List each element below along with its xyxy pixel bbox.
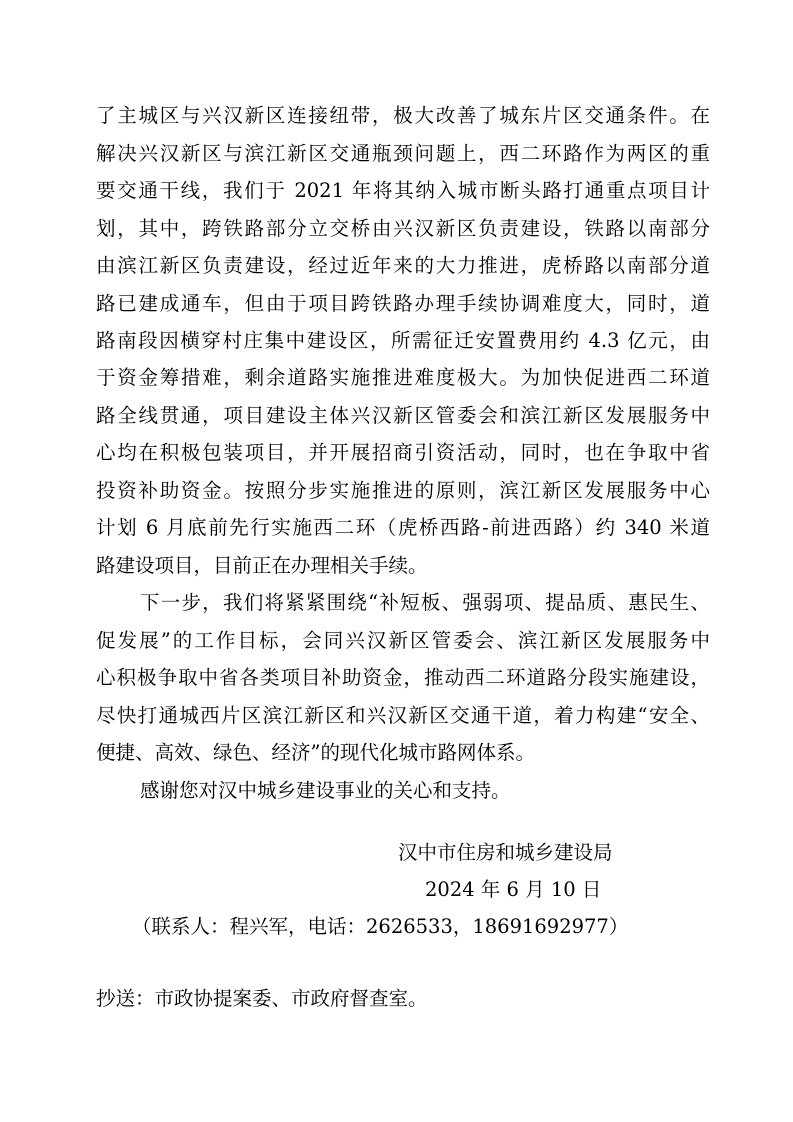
signature-date: 2024 年 6 月 10 日 [425, 878, 602, 901]
next-step-line: 心积极争取中省各类项目补助资金，推动西二环道路分段实施建设， [96, 666, 710, 689]
next-step-line: 便捷、高效、绿色、经济”的现代化城市路网体系。 [96, 741, 535, 764]
signature-org: 汉中市住房和城乡建设局 [398, 841, 613, 864]
body-line: 路建设项目，目前正在办理相关手续。 [96, 554, 428, 577]
next-step-line: 促发展”的工作目标，会同兴汉新区管委会、滨江新区发展服务中 [96, 629, 710, 652]
body-line: 计划 6 月底前先行实施西二环（虎桥西路-前进西路）约 340 米道 [96, 516, 710, 539]
body-line: 路全线贯通，项目建设主体兴汉新区管委会和滨江新区发展服务中 [96, 404, 710, 427]
body-line: 于资金筹措难，剩余道路实施推进难度极大。为加快促进西二环道 [96, 366, 710, 389]
body-line: 路南段因横穿村庄集中建设区，所需征迁安置费用约 4.3 亿元，由 [96, 329, 710, 352]
body-line: 了主城区与兴汉新区连接纽带，极大改善了城东片区交通条件。在 [96, 104, 710, 127]
body-line: 路已建成通车，但由于项目跨铁路办理手续协调难度大，同时，道 [96, 292, 710, 315]
body-line: 由滨江新区负责建设，经过近年来的大力推进，虎桥路以南部分道 [96, 254, 710, 277]
next-step-line: 尽快打通城西片区滨江新区和兴汉新区交通干道，着力构建“安全、 [96, 704, 710, 727]
body-line: 解决兴汉新区与滨江新区交通瓶颈问题上，西二环路作为两区的重 [96, 142, 710, 165]
body-line: 划，其中，跨铁路部分立交桥由兴汉新区负责建设，铁路以南部分 [96, 217, 710, 240]
contact-info: （联系人：程兴军，电话：2626533，18691692977） [132, 915, 629, 938]
cc-line: 抄送：市政协提案委、市政府督查室。 [96, 987, 428, 1010]
thanks-line: 感谢您对汉中城乡建设事业的关心和支持。 [140, 779, 511, 802]
body-line: 投资补助资金。按照分步实施推进的原则，滨江新区发展服务中心 [96, 479, 710, 502]
body-line: 心均在积极包装项目，并开展招商引资活动，同时，也在争取中省 [96, 441, 710, 464]
next-step-line: 下一步，我们将紧紧围绕“补短板、强弱项、提品质、惠民生、 [140, 591, 710, 614]
body-line: 要交通干线，我们于 2021 年将其纳入城市断头路打通重点项目计 [96, 179, 710, 202]
